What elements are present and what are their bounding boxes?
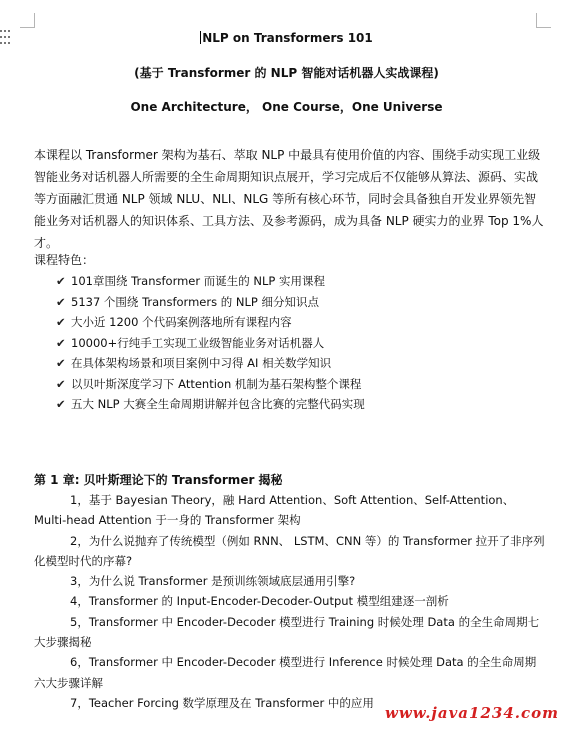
chapter-item: 6，Transformer 中 Encoder-Decoder 模型进行 Inference 时候处理 Data 的全生命周期六大步骤详解 [34,655,537,690]
chapter-item: 1，基于 Bayesian Theory，融 Hard Attention、Soft Attention、Self-Attention、Multi-head Attention 于一身的 Transformer 架构 [34,493,515,528]
feature-item: ✔ 在具体架构场景和项目案例中习得 AI 相关数学知识 [56,353,365,374]
chapter-item: 5，Transformer 中 Encoder-Decoder 模型进行 Training 时候处理 Data 的全生命周期七大步骤揭秘 [34,614,540,650]
page-corner-mark-top-left [20,13,35,28]
checkmark-icon: ✔ [56,315,66,329]
feature-item: ✔ 五大 NLP 大赛全生命周期讲解并包含比赛的完整代码实现 [56,394,365,415]
chapter-item: 2，为什么说抛弃了传统模型（例如 RNN、 LSTM、CNN 等）的 Transformer 拉开了非序列化模型时代的序幕? [34,533,545,568]
checkmark-icon: ✔ [56,356,66,370]
feature-item: ✔ 101章围绕 Transformer 而诞生的 NLP 实用课程 [56,271,365,292]
feature-item: ✔ 5137 个围绕 Transformers 的 NLP 细分知识点 [56,292,365,313]
feature-item: ✔ 大小近 1200 个代码案例落地所有课程内容 [56,312,365,333]
chapter-heading: 第 1 章: 贝叶斯理论下的 Transformer 揭秘 [34,473,283,487]
features-heading: 课程特色： [34,253,95,267]
intro-paragraph: 本课程以 Transformer 架构为基石、萃取 NLP 中最具有使用价值的内容、围绕手动实现工业级智能业务对话机器人所需要的全生命周期知识点展开，学习完成后不仅能够从算法、源码、实战等方面融汇贯通 NLP 领域 NLU、NLI、NLG 等所有核心环节，同时会具备独自开发业界领先智能业务对话机器人的知识体系、工具方法、及参考源码，成为具备 NLP 硬实力的业界 Top 1%人才。 [34,148,544,250]
watermark: www.java1234.com [384,704,559,722]
chapter-items-list [34,490,546,713]
chapter-item: 7，Teacher Forcing 数学原理及在 Transformer 中的应用 [70,695,374,710]
checkmark-icon: ✔ [56,335,66,350]
page-corner-mark-top-right [536,13,551,28]
checkmark-icon: ✔ [56,274,66,288]
chapter-item: 3，为什么说 Transformer 是预训练领域底层通用引擎? [70,574,356,589]
doc-tagline: One Architecture， One Course，One Universe [130,100,443,114]
features-list [56,271,365,415]
checkmark-icon: ✔ [56,397,66,411]
chapter-item: 4，Transformer 的 Input-Encoder-Decoder-Output 模型组建逐一剖析 [70,594,449,609]
feature-item: ✔ 以贝叶斯深度学习下 Attention 机制为基石架构整个课程 [56,374,365,395]
feature-item: ✔ 10000+行纯手工实现工业级智能业务对话机器人 [56,333,365,354]
checkmark-icon: ✔ [56,376,66,391]
doc-subtitle: (基于 Transformer 的 NLP 智能对话机器人实战课程) [134,66,439,80]
doc-title-line[interactable] [0,31,573,45]
doc-title: NLP on Transformers 101 [202,31,373,45]
checkmark-icon: ✔ [56,294,66,309]
